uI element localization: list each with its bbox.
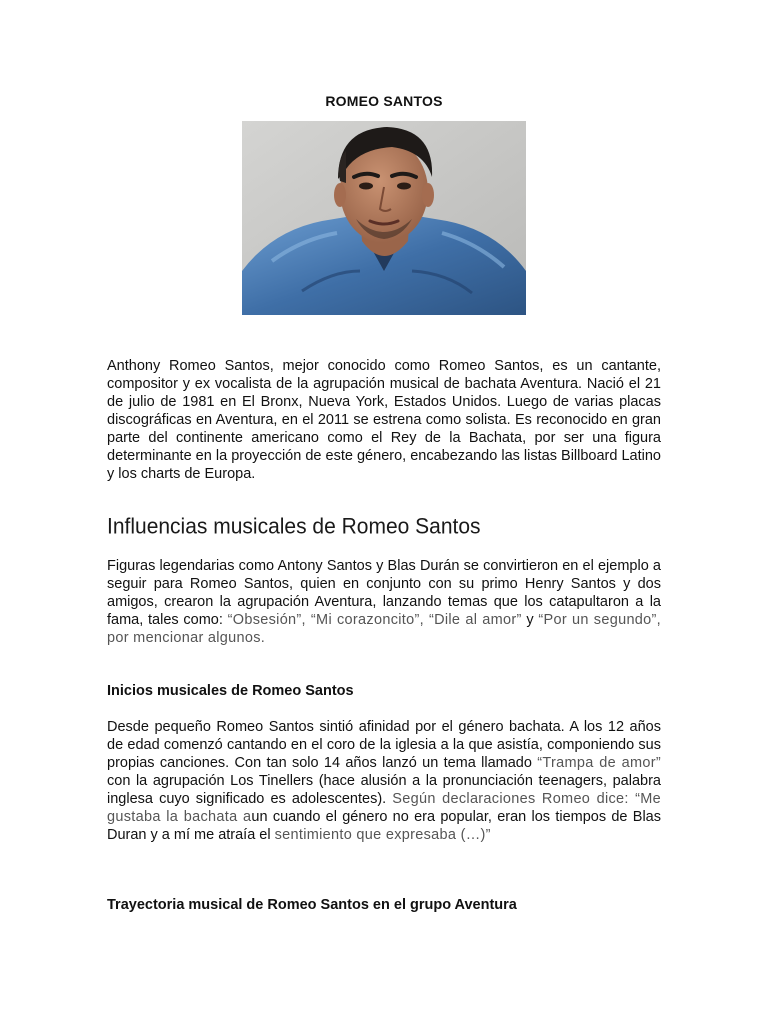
- inicios-text-2: con la agrupación Los Tinellers (hace alusión a la pronunciación teenagers, palabra inglesa cuyo significado es adolescentes).: [107, 773, 661, 807]
- inicios-quote-1: Según declaraciones Romeo dice: “Me gustaba la bachata a: [107, 791, 661, 825]
- inicios-song: “Trampa de amor”: [537, 755, 661, 771]
- section-heading-inicios: Inicios musicales de Romeo Santos: [107, 683, 354, 699]
- inicios-text-1: Desde pequeño Romeo Santos sintió afinidad por el género bachata. A los 12 años de edad comenzó cantando en el coro de la iglesia a la que asistía, componiendo sus propias canciones. Con tan solo 14 años lanzó un tema llamado: [107, 719, 661, 771]
- inicios-quote-2: sentimiento que expresaba (…)”: [274, 827, 491, 843]
- document-title: ROMEO SANTOS: [325, 93, 443, 109]
- section-heading-influencias: Influencias musicales de Romeo Santos: [107, 514, 481, 539]
- influencias-songs-1: “Obsesión”, “Mi corazoncito”, “Dile al amor”: [227, 612, 522, 628]
- influencias-text: Figuras legendarias como Antony Santos y Blas Durán se convirtieron en el ejemplo a seguir para Romeo Santos, quien en conjunto con su primo Henry Santos y dos amigos, crearon la agrupación Aventura, lanzando temas que los catapultaron a la fama, tales como:: [107, 558, 661, 628]
- section-heading-trayectoria: Trayectoria musical de Romeo Santos en el grupo Aventura: [107, 897, 517, 913]
- portrait-photo: [242, 121, 526, 315]
- influencias-paragraph: [107, 557, 661, 647]
- influencias-connector: y: [521, 612, 539, 628]
- inicios-text-3: un cuando el género no era popular, eran los tiempos de Blas Duran y a mí me atraía el: [107, 809, 661, 843]
- inicios-paragraph: [107, 718, 661, 844]
- intro-paragraph: Anthony Romeo Santos, mejor conocido como Romeo Santos, es un cantante, compositor y ex vocalista de la agrupación musical de bachata Aventura. Nació el 21 de julio de 1981 en El Bronx, Nueva York, Estados Unidos. Luego de varias placas discográficas en Aventura, en el 2011 se estrena como solista. Es reconocido en gran parte del continente americano como el Rey de la Bachata, por ser una figura determinante en la proyección de este género, encabezando las listas Billboard Latino y los charts de Europa.: [107, 358, 661, 482]
- portrait-illustration: [242, 121, 526, 315]
- influencias-songs-2: “Por un segundo”, por mencionar algunos.: [107, 612, 661, 646]
